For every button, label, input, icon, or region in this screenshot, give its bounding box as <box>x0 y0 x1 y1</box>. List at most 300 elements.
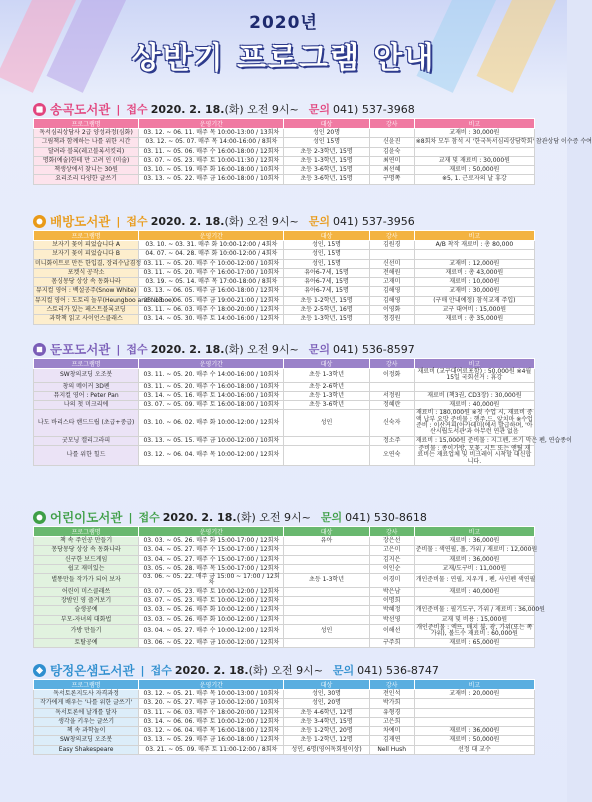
table-cell: 김윤숙 <box>369 147 414 156</box>
table-row <box>34 166 535 175</box>
table-row <box>34 287 535 296</box>
book-icon <box>33 215 46 228</box>
table-cell: 별똥만들 작가가 되어 보자 <box>34 574 139 588</box>
table-row <box>34 587 535 596</box>
table-cell: 03. 11. ~ 05. 20. 매주 수 14:00-16:00 / 10회차 <box>139 369 284 383</box>
column-header: 프로그램명 <box>34 680 139 690</box>
table-cell <box>284 597 369 606</box>
table-cell: 03. 11. ~ 06. 03. 매주 수 18:00-20:00 / 12회차 <box>139 708 284 717</box>
table-cell: 장은선 <box>369 537 414 546</box>
table-row <box>34 537 535 546</box>
table-cell: 재료비 : 40,000원 <box>414 401 534 410</box>
table-cell: 재료비 : 40,000원 <box>414 587 534 596</box>
library-section-5 <box>33 661 535 755</box>
table-cell: 03. 07. ~ 05. 23. 매주 토 10:00-12:00 / 12회차 <box>139 597 284 606</box>
column-header: 대상 <box>284 680 369 690</box>
reception-time: (화) 오전 9시~ <box>236 511 311 524</box>
reception-time: (화) 오전 9시~ <box>224 343 299 356</box>
table-cell: 김원경 <box>369 241 414 250</box>
table-cell: (구매 안내예정) 참석교재 주입) <box>414 296 534 305</box>
table-row <box>34 369 535 383</box>
table-cell <box>414 699 534 708</box>
section-header <box>33 661 535 679</box>
table-cell: 박은남 <box>369 587 414 596</box>
table-row <box>34 250 535 259</box>
table-cell: 초등 1-2학년, 15명 <box>284 296 369 305</box>
table-cell: 성인, 15명 <box>284 250 369 259</box>
table-cell: 초등 3-4학년, 15명 <box>284 717 369 726</box>
table-cell: ※8회차 모두 참석 시 '한국독서심리상담학회' 참관상담 이수증 수여 <box>415 138 592 146</box>
table-cell: 이인순 <box>369 564 414 573</box>
table-row <box>34 736 535 745</box>
table-cell: 03. 19. ~ 05. 14. 매주 목 17:00-18:00 / 8회차 <box>139 278 284 287</box>
table-row <box>34 306 535 315</box>
table-cell: 재료비 (책3권, CD3장) : 30,000원 <box>414 391 534 400</box>
separator: | <box>140 663 145 677</box>
table-cell: 독서토론에 날개를 달자 <box>34 708 139 717</box>
table-cell: 재료비 : 36,000원 <box>414 727 534 736</box>
table-cell: 고은희 <box>369 717 414 726</box>
table-cell: 신선미 <box>369 259 414 268</box>
reception-date: 2020. 2. 18. <box>150 102 225 116</box>
inquiry-label: 문의 <box>320 511 343 524</box>
column-header: 프로그램명 <box>34 231 139 241</box>
table-cell: 생각을 키우는 글쓰기 <box>34 717 139 726</box>
table-row <box>34 147 535 156</box>
column-header: 대상 <box>284 231 369 241</box>
table-cell: 재료비 : 50,000원 <box>414 736 534 745</box>
table-cell: 03. 04. ~ 05. 27. 매주 수 10:00-12:00 / 12회차 <box>139 624 284 638</box>
column-header: 대상 <box>284 527 369 537</box>
table-row <box>34 296 535 305</box>
book-icon <box>33 103 46 116</box>
reception-label: 접수 <box>150 664 172 677</box>
book-icon <box>33 343 46 356</box>
table-cell: 전인석 <box>369 690 414 699</box>
reception-date: 2020. 2. 18. <box>174 663 249 677</box>
table-cell: 슬생공예 <box>34 606 139 615</box>
table-header-row <box>34 680 535 690</box>
table-cell: 김해영 <box>369 287 414 296</box>
table-cell <box>414 717 534 726</box>
column-header: 대상 <box>284 119 369 129</box>
table-cell: 박선영 <box>369 615 414 624</box>
table-cell: 초등 1-2학년, 20명 <box>284 727 369 736</box>
table-cell <box>284 436 369 445</box>
table-cell: 03. 03. ~ 05. 26. 매주 화 10:00-12:00 / 12회차 <box>139 615 284 624</box>
table-cell: 개인준비물 : 연필, 지우개 , 펜, 사인펜 색연필 <box>414 574 534 588</box>
table-cell: 03. 13. ~ 05. 15. 매주 금 10:00-12:00 / 10회차 <box>139 436 284 445</box>
table-cell: 초등 1-3학년, 15명 <box>284 315 369 324</box>
table-cell: 신숙자 <box>369 410 414 436</box>
table-cell: 달려라 블록(레고블록서킷리) <box>34 147 139 156</box>
table-cell: 토탈공예 <box>34 638 139 647</box>
reception-date: 2020. 2. 18. <box>150 214 225 228</box>
table-row <box>34 745 535 754</box>
book-icon <box>33 511 46 524</box>
table-cell <box>284 445 369 465</box>
table-cell <box>284 606 369 615</box>
table-cell <box>414 147 534 156</box>
table-cell: 교재비 : 12,000원 <box>414 259 534 268</box>
table-cell: 재료비 : 10,000원 <box>414 278 534 287</box>
program-table <box>33 679 535 755</box>
table-cell: 재료비 : 180,000원 ※첫 수업 시, 재료비 중액 납부 요망 준비물 : 행주,드, 앞치마 ※수업준비 : 이산커피(아카데미(에서 발급하며, '아산시립도서관'과 아무런 연관 없음 <box>415 409 533 436</box>
table-cell: 굿모닝 캘리그라피 <box>34 436 139 445</box>
table-cell: 이영화 <box>369 306 414 315</box>
table-cell: 몽당몽당 상상 속 동화나라 <box>34 546 139 555</box>
table-cell: 성인, 15명 <box>284 241 369 250</box>
column-header: 프로그램명 <box>34 119 139 129</box>
table-header-row <box>34 359 535 369</box>
table-cell: 독서토론지도사 자격과정 <box>34 690 139 699</box>
phone-number: 041) 536-8747 <box>357 663 439 677</box>
table-cell: 재료비 : 총 43,000원 <box>414 268 534 277</box>
separator: | <box>116 342 121 356</box>
table-cell: 03. 07. ~ 05. 09. 매주 토 16:00-18:00 / 10회차 <box>139 401 284 410</box>
separator: | <box>116 214 121 228</box>
table-cell: 책 속 과학놀이 <box>34 727 139 736</box>
table-cell <box>284 638 369 647</box>
inquiry-label: 문의 <box>332 664 355 677</box>
column-header: 비고 <box>414 119 534 129</box>
book-icon <box>33 664 46 677</box>
table-cell: 03. 11. ~ 06. 03. 매주 수 18:00-20:00 / 12회차 <box>139 306 284 315</box>
table-header-row <box>34 231 535 241</box>
library-section-2 <box>33 212 535 325</box>
section-header <box>33 340 535 358</box>
table-cell: 초등 2-6학년 <box>284 382 369 391</box>
table-cell: Easy Shakespeare <box>34 745 139 754</box>
table-cell: 초등 2-5학년, 16명 <box>284 306 369 315</box>
table-cell: 고은미 <box>369 546 414 555</box>
program-table <box>33 358 572 466</box>
column-header: 비고 <box>414 231 534 241</box>
table-cell: 03. 12. ~ 06. 04. 매주 목 16:00-18:00 / 12회차 <box>139 727 284 736</box>
table-row <box>34 278 535 287</box>
table-cell: 몸싱몽당 상상 속 동화나라 <box>34 278 139 287</box>
table-cell: 스토리가 있는 페스트블록코딩 <box>34 306 139 315</box>
inquiry-label: 문의 <box>308 343 331 356</box>
table-cell: 초등 1-3학년, 15명 <box>284 156 369 165</box>
table-cell: 03. 10. ~ 05. 19. 매주 화 16:00-18:00 / 10회차 <box>139 166 284 175</box>
table-cell: 초등 2-3학년, 15명 <box>284 147 369 156</box>
reception-time: (화) 오전 9시~ <box>224 103 299 116</box>
column-header: 프로그램명 <box>34 527 139 537</box>
column-header: 강사 <box>369 680 414 690</box>
table-cell: 그림책과 함께하는 나를 위한 시간 <box>34 138 139 147</box>
column-header: 운영기간 <box>139 359 284 369</box>
table-cell: 초등 3-6학년 <box>284 401 369 410</box>
table-cell: 뮤지컬 영어 : 백설공주(Snow White) <box>34 287 139 296</box>
table-cell: 03. 04. ~ 05. 27. 매주 수 15:00-17:00 / 12회차 <box>139 546 284 555</box>
table-cell: 김해영 <box>369 296 414 305</box>
table-cell: 03. 11. ~ 05. 20. 매주 수 16:00-17:00 / 10회차 <box>139 268 284 277</box>
library-section-1 <box>33 100 592 185</box>
reception-label: 접수 <box>126 343 148 356</box>
table-cell: 구명쪽 <box>369 175 414 184</box>
phone-number: 041) 530-8618 <box>345 510 427 524</box>
separator: | <box>128 510 133 524</box>
column-header: 강사 <box>369 231 414 241</box>
table-cell: 성인 15명 <box>284 138 369 147</box>
table-cell: 창의 메이커 3D펜 <box>34 382 139 391</box>
table-row <box>34 699 535 708</box>
table-cell: 신구한 보드게임 <box>34 555 139 564</box>
reception-label: 접수 <box>138 511 160 524</box>
table-cell: 성인, 6명(영어독회원이상) <box>284 745 369 754</box>
table-cell: 책생상에서 찾니는 30원 <box>34 166 139 175</box>
column-header: 강사 <box>369 527 414 537</box>
table-cell: 03. 13. ~ 06. 05. 매주 금 16:00-18:00 / 12회차 <box>139 287 284 296</box>
program-table <box>33 526 545 648</box>
table-cell: 포켓식 공작소 <box>34 268 139 277</box>
table-cell: 이명희 <box>369 597 414 606</box>
table-row <box>34 241 535 250</box>
table-cell: 가방 만들기 <box>34 624 139 638</box>
table-cell: 성인, 20명 <box>284 699 369 708</box>
table-row <box>34 546 535 555</box>
page-header <box>0 8 567 77</box>
table-cell: 재료비 : 36,000원 <box>414 537 534 546</box>
table-cell: 03. 10. ~ 03. 31. 매주 화 10:00-12:00 / 4회차 <box>139 241 284 250</box>
table-row <box>34 129 535 138</box>
separator: | <box>116 102 121 116</box>
table-cell: 보자기 꽃이 피었습니다 B <box>34 250 139 259</box>
table-cell: 교재 및 재료비 : 30,000원 <box>414 156 534 165</box>
table-cell: 차예미 <box>369 727 414 736</box>
table-cell: A/B 착작 재료비 : 총 80,000 <box>414 241 534 250</box>
library-section-4 <box>33 508 545 648</box>
table-cell: 초등 1-3학년 <box>284 369 369 383</box>
table-cell: 03. 12. ~ 06. 04. 매주 목 10:00-12:00 / 12회차 <box>139 445 284 465</box>
table-row <box>34 574 535 588</box>
table-cell: 재료비 (교구대여료포함) : 50,000원 ※4월 15일 국회선거 : 휴강 <box>414 369 534 383</box>
table-cell: 정경원 <box>369 315 414 324</box>
table-cell: 유아6-7세, 15명 <box>284 287 369 296</box>
column-header: 비고 <box>414 359 534 369</box>
table-cell: 03. 11. ~ 05. 06. 매주 수 16:00-18:00 / 12회차 <box>139 147 284 156</box>
phone-number: 041) 537-3968 <box>333 102 415 116</box>
table-cell: 03. 07. ~ 05. 23. 매주 토 10:00-11:30 / 12회차 <box>139 156 284 165</box>
table-cell: 초등 3-6학년, 15명 <box>284 175 369 184</box>
table-cell: 고재미 <box>369 278 414 287</box>
table-cell: 성인 <box>284 410 369 436</box>
table-cell: 교재비 : 30,000원 <box>414 129 534 138</box>
table-cell: 이해선 <box>369 624 414 638</box>
reception-time: (화) 오전 9시~ <box>224 215 299 228</box>
table-cell: 03. 14. ~ 05. 30. 매주 토 14:00-16:00 / 12회차 <box>139 315 284 324</box>
table-cell: 03. 12. ~ 05. 07. 매주 목 14:00-16:00 / 8회차 <box>139 138 284 147</box>
table-cell: 개인준비물 : 엑뜨, 매지 불, 광, 가위(또는 쪽가위), 볼드수 재료비 : 60,000원 <box>414 624 534 638</box>
section-header <box>33 212 535 230</box>
reception-label: 접수 <box>126 103 148 116</box>
column-header: 운영기간 <box>139 527 284 537</box>
table-cell: 쉽고 재미있는 <box>34 564 139 573</box>
table-cell: 책 속 주인공 만들기 <box>34 537 139 546</box>
table-cell: 교재/도구비 : 11,000원 <box>414 564 534 573</box>
table-row <box>34 410 535 436</box>
table-cell: 과학책 읽고 사이언스클래스 <box>34 315 139 324</box>
table-cell: 서정원 <box>369 391 414 400</box>
table-cell: 성인 <box>284 624 369 638</box>
table-cell: 보자기 꽃이 피었습니다 A <box>34 241 139 250</box>
table-cell: 03. 14. ~ 06. 06. 매주 토 10:00-12:00 / 12회차 <box>139 717 284 726</box>
table-row <box>34 445 535 465</box>
table-cell: 초등 1-3학년 <box>284 574 369 588</box>
program-table <box>33 118 592 185</box>
table-cell: 나도 바리스타 핸드드립 (초급+중급) <box>34 410 139 436</box>
table-row <box>34 708 535 717</box>
table-cell <box>284 555 369 564</box>
table-cell: 오연숙 <box>369 445 414 465</box>
table-cell: 03. 10. ~ 06. 02. 매주 화 10:00-12:00 / 12회차 <box>139 410 284 436</box>
table-row <box>34 175 535 184</box>
table-row <box>34 555 535 564</box>
table-row <box>34 268 535 277</box>
table-cell: 교구 대여비 : 15,000원 <box>414 306 534 315</box>
library-name: 어린이도서관 <box>50 510 123 525</box>
column-header: 강사 <box>369 359 414 369</box>
table-row <box>34 717 535 726</box>
table-cell: ※5, 1. 근로자의 날 휴강 <box>414 175 534 184</box>
table-cell: 최선혜 <box>369 166 414 175</box>
reception-date: 2020. 2. 18. <box>162 510 237 524</box>
table-cell: 어린이 미스클래쓰 <box>34 587 139 596</box>
library-name: 탕정온샘도서관 <box>50 663 135 678</box>
table-cell: 장밤인 영 즐겨보기 <box>34 597 139 606</box>
table-row <box>34 138 535 147</box>
table-row <box>34 315 535 324</box>
table-cell: 성인 20명 <box>284 129 369 138</box>
table-cell: 요리조리 다양한 글쓰기 <box>34 175 139 184</box>
table-row <box>34 391 535 400</box>
table-cell: 준비물 : 색연필, 풀, 가위 / 재료비 : 12,000원 <box>415 546 538 554</box>
table-cell <box>414 597 534 606</box>
table-cell: 재료비 : 총 35,000원 <box>414 315 534 324</box>
inquiry-label: 문의 <box>308 215 331 228</box>
table-cell: 03. 06. ~ 05. 22. 매주 금 10:00-12:00 / 12회차 <box>139 638 284 647</box>
table-cell: 03. 13. ~ 05. 22. 매주 금 16:00-18:00 / 10회차 <box>139 175 284 184</box>
table-cell: 03. 20. ~ 05. 27. 매주 금 10:00-12:00 / 10회차 <box>139 699 284 708</box>
table-row <box>34 606 535 615</box>
table-cell <box>284 615 369 624</box>
table-cell: 03. 11. ~ 05. 20. 매주 수 16:00-18:00 / 10회차 <box>139 382 284 391</box>
reception-date: 2020. 2. 18. <box>150 342 225 356</box>
table-cell: Nell Hush <box>369 745 414 754</box>
table-cell: 김재연 <box>369 736 414 745</box>
table-cell: 이정화 <box>369 369 414 383</box>
table-cell: 개인준비물 : 필기도구, 가위 / 재료비 : 36,000원 <box>415 606 545 614</box>
column-header: 비고 <box>414 680 534 690</box>
table-cell: 초등 3-6학년, 15명 <box>284 166 369 175</box>
column-header: 비고 <box>414 527 534 537</box>
table-cell: 재료비 : 65,000원 <box>414 638 534 647</box>
table-cell: 03. 07. ~ 05. 23. 매주 토 10:00-12:00 / 12회차 <box>139 587 284 596</box>
table-cell: 나를 위한 힐드 <box>34 445 139 465</box>
table-cell <box>414 382 534 391</box>
table-row <box>34 690 535 699</box>
table-cell: 명화(예술)한테 만 고려 인 (미술) <box>34 156 139 165</box>
table-cell: 박가희 <box>369 699 414 708</box>
phone-number: 041) 537-3956 <box>333 214 415 228</box>
table-cell: 초등 1-2학년, 12명 <box>284 736 369 745</box>
reception-time: (화) 오전 9시~ <box>248 664 323 677</box>
table-cell: 교재 및 비용 : 15,000원 <box>414 615 534 624</box>
section-header <box>33 100 535 118</box>
table-cell <box>369 382 414 391</box>
table-cell: 성인, 30명 <box>284 690 369 699</box>
library-name: 둔포도서관 <box>50 342 111 357</box>
column-header: 운영기간 <box>139 231 284 241</box>
phone-number: 041) 536-8597 <box>333 342 415 356</box>
table-cell: 박혜정 <box>369 606 414 615</box>
table-cell <box>369 129 414 138</box>
table-row <box>34 727 535 736</box>
table-cell: 독서심리상담사 2급 양성과정(심화) <box>34 129 139 138</box>
library-name: 송곡도서관 <box>50 102 111 117</box>
table-cell: 초등 1-3학년 <box>284 391 369 400</box>
table-row <box>34 597 535 606</box>
table-cell: 유아 <box>284 537 369 546</box>
table-cell: 03. 14. ~ 05. 16. 매주 토 14:00-16:00 / 10회차 <box>139 391 284 400</box>
table-cell: 교재비 : 30,000원 <box>414 287 534 296</box>
table-cell <box>414 708 534 717</box>
table-cell: 재료비 : 50,000원 <box>414 166 534 175</box>
table-row <box>34 564 535 573</box>
table-row <box>34 624 535 638</box>
table-cell: 뮤지컬 영어 : Peter Pan <box>34 391 139 400</box>
table-cell: 준비물 : 종이가방, 모꽃, 시트 또는 앤틸 재료비는 재료업체 및 비크레이 시착할 대신합니다. <box>414 445 534 465</box>
table-cell: 나의 첫 미크리에 <box>34 401 139 410</box>
table-cell: 초등 4-6학년, 12명 <box>284 708 369 717</box>
table-cell: 이경미 <box>369 574 414 588</box>
inquiry-label: 문의 <box>308 103 331 116</box>
table-cell <box>284 546 369 555</box>
table-row <box>34 259 535 268</box>
library-name: 배방도서관 <box>50 214 111 229</box>
table-cell: SW창의코딩 오조봇 <box>34 369 139 383</box>
table-row <box>34 382 535 391</box>
table-cell: 유형경 <box>369 708 414 717</box>
table-cell: 재료비 : 36,000원 <box>414 555 534 564</box>
table-cell: 03. 06. ~ 05. 22. 매주 금 15:00 ~ 17:00 / 12회차 <box>139 574 284 588</box>
table-cell: 선정 대 교수 <box>414 745 534 754</box>
table-cell: 뮤지컬 영어 : 도토리 놀부(Heungboo and Nolboo) <box>35 296 175 304</box>
table-cell: 03. 13. ~ 06. 05. 매주 금 19:00-21:00 / 12회차 <box>139 296 284 305</box>
table-cell: 03. 21. ~ 05. 09. 매주 토 11:00-12:00 / 8회차 <box>139 745 284 754</box>
table-cell: 03. 11. ~ 05. 20. 매주 수 10:00-12:00 / 10회차 <box>139 259 284 268</box>
column-header: 프로그램명 <box>34 359 139 369</box>
table-header-row <box>34 527 535 537</box>
table-row <box>34 638 535 647</box>
table-cell: 04. 07. ~ 04. 28. 매주 화 10:00-12:00 / 4회차 <box>139 250 284 259</box>
section-header <box>33 508 535 526</box>
table-cell: 03. 13. ~ 05. 29. 매주 금 16:00-18:00 / 12회차 <box>139 736 284 745</box>
table-cell: 재료비 : 15,000원 준비물 : 지그펜, 쓰기 막은 펜, 연습종이 <box>415 436 572 444</box>
table-cell: 03. 12. ~ 05. 21. 매주 목 10:00-13:00 / 10회차 <box>139 690 284 699</box>
table-cell: 미니화이트로 만든 한입결, 장리수납겸정 <box>35 259 142 267</box>
header-title: 상반기 프로그램 안내 <box>131 41 436 76</box>
table-cell: 03. 03. ~ 05. 26. 매주 화 15:00-17:00 / 12회차 <box>139 537 284 546</box>
table-cell: 김지은 <box>369 555 414 564</box>
column-header: 강사 <box>369 119 414 129</box>
table-cell: 03. 04. ~ 05. 27. 매주 수 15:00-17:00 / 12회차 <box>139 555 284 564</box>
reception-label: 접수 <box>126 215 148 228</box>
column-header: 대상 <box>284 359 369 369</box>
column-header: 운영기간 <box>139 119 284 129</box>
table-cell: 성인, 15명 <box>284 259 369 268</box>
